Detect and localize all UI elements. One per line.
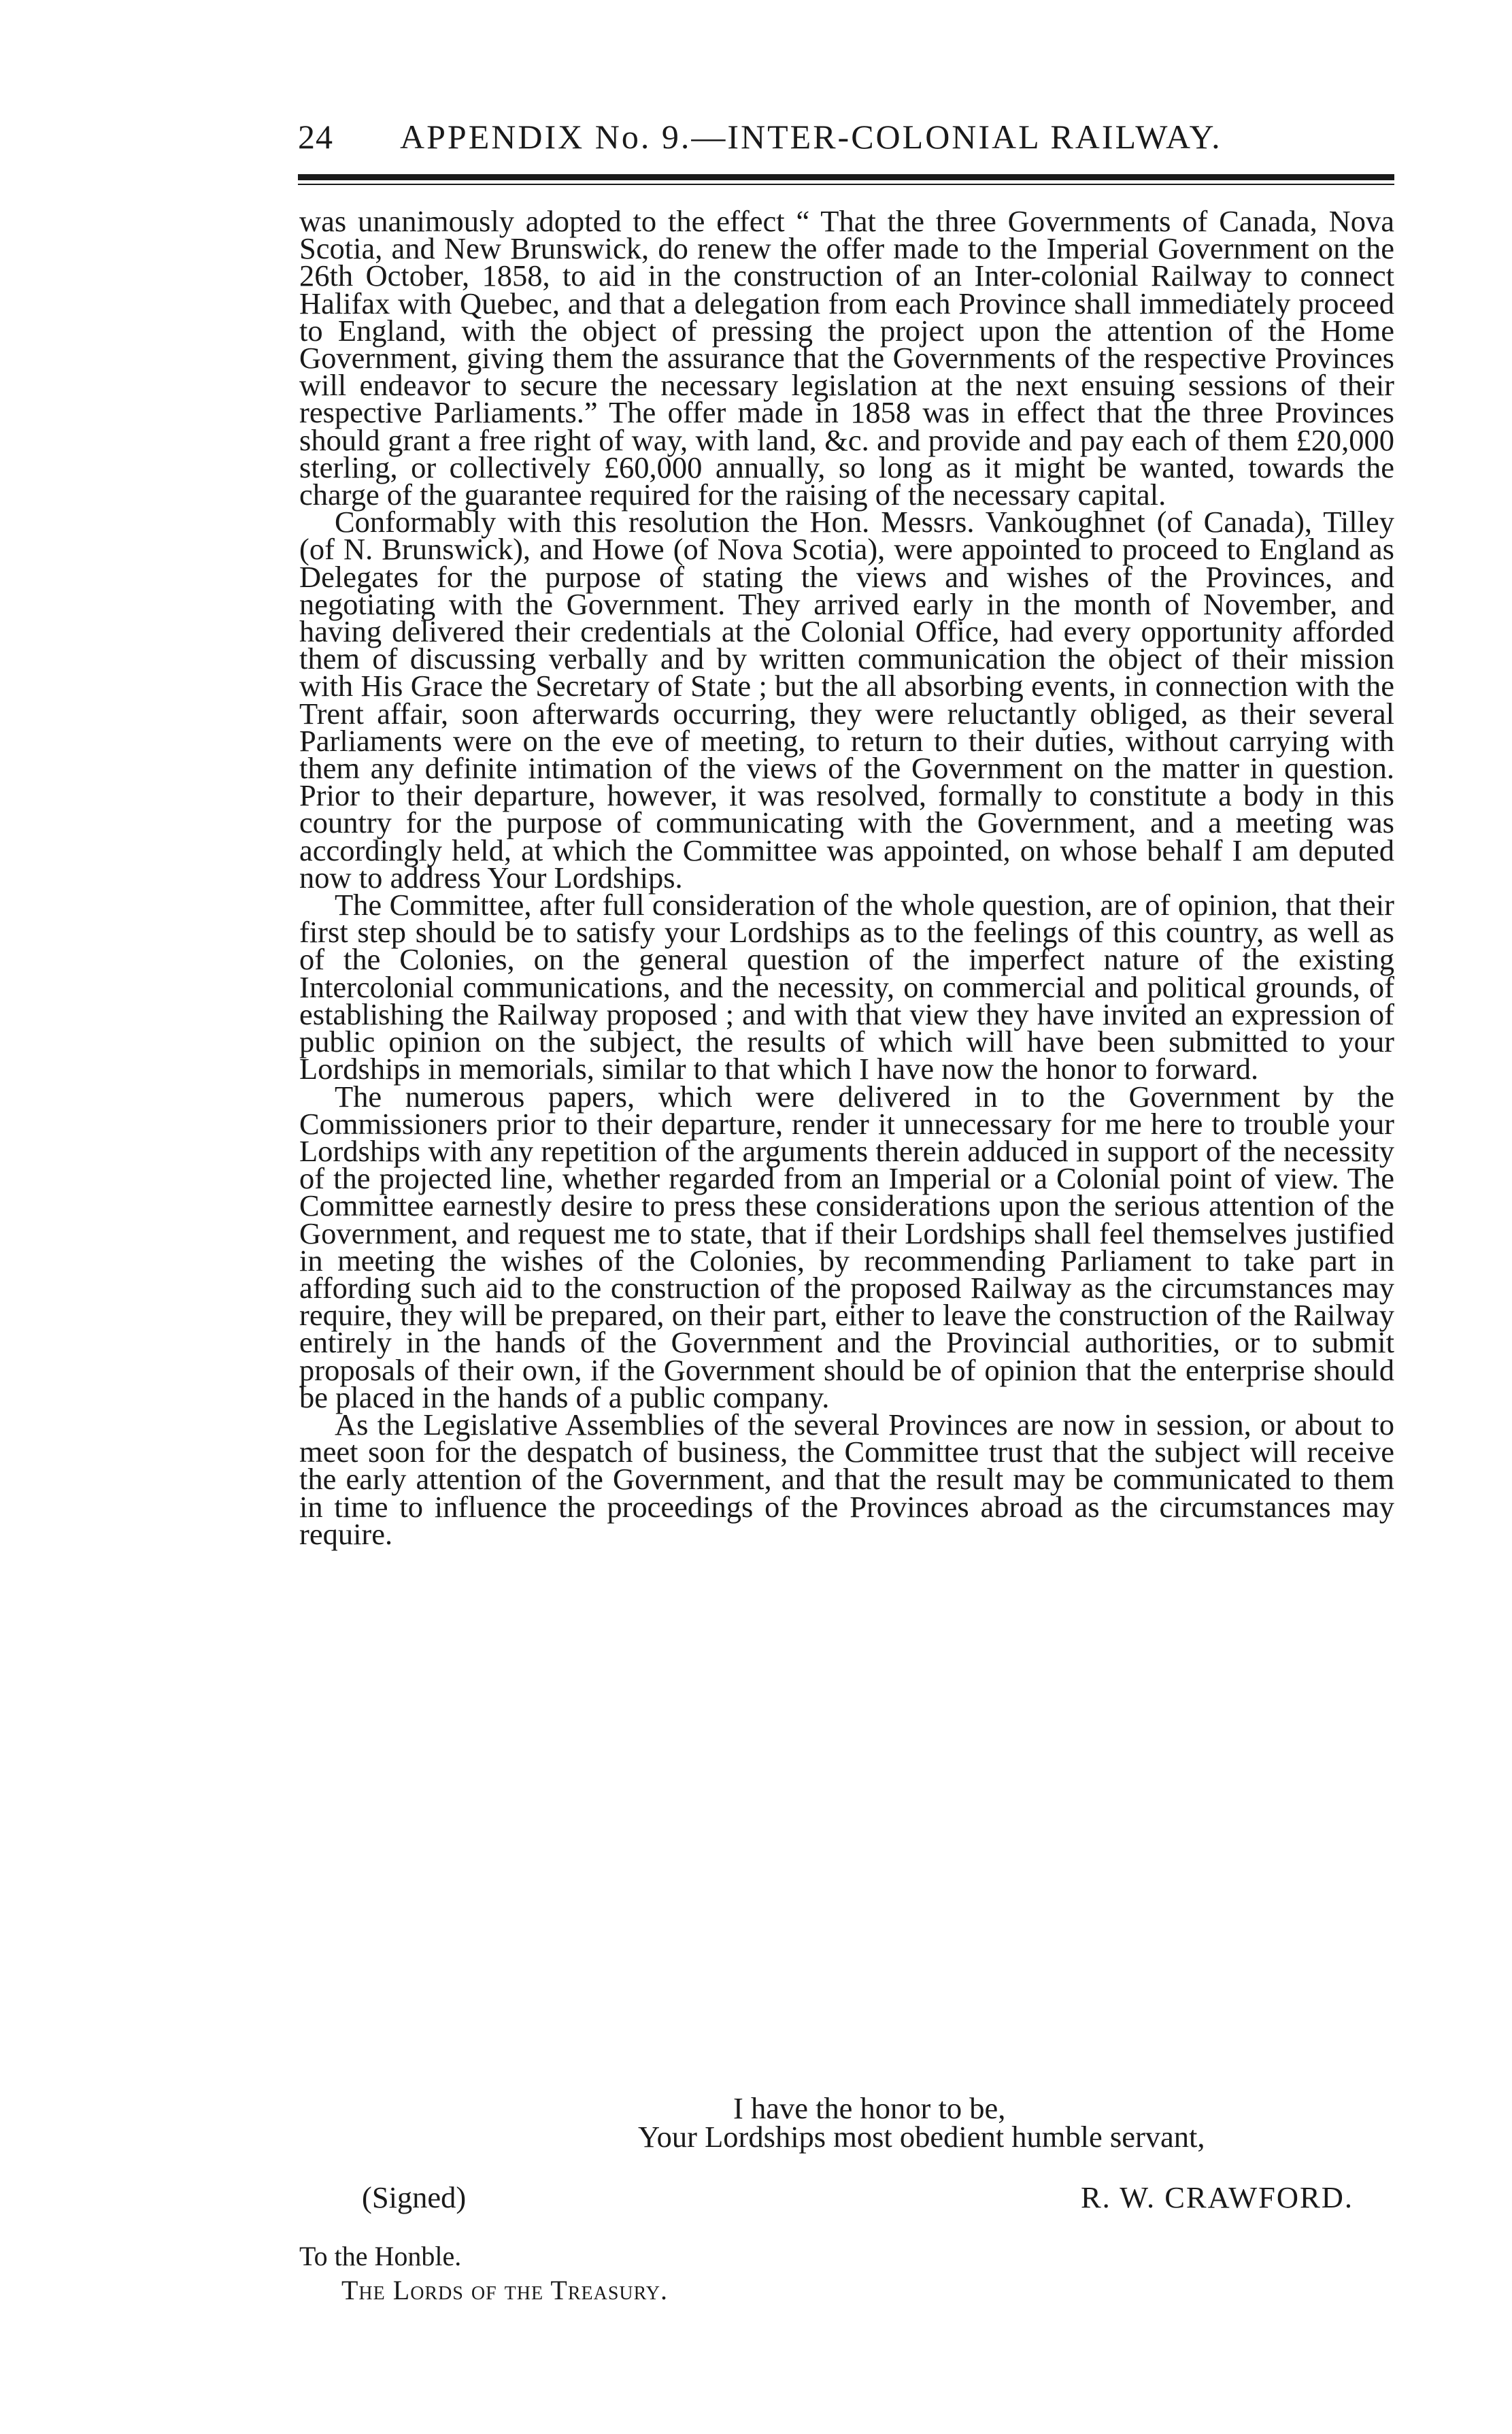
signed-label: (Signed) <box>362 2180 467 2214</box>
addressee-line-1: To the Honble. <box>299 2241 462 2271</box>
paragraph-5: As the Legislative Assemblies of the several Provinces are now in session, or about to meet soon for the despatch of business, the Committee trust that the subject will receive the early attention of the Government, and that the result may be communicated to them in time to influence the proceedings of the Provinces abroad as the circumstances may require. <box>299 1407 1394 1551</box>
page-number: 24 <box>298 118 333 156</box>
paragraph-3: The Committee, after full consideration of the whole question, are of opinion, that their first step should be to satisfy your Lordships as to the feelings of this country, as well as of the Colonies, on the general question of the imperfect nature of the existing Intercolonial communications, and the necessity, on commercial and political grounds, of establishing the Railway proposed ; and with that view they have invited an expression of public opinion on the subject, the results of which will have been submitted to your Lordships in memorials, similar to that which I have now the honor to forward. <box>299 888 1394 1086</box>
addressee-block <box>299 2239 668 2307</box>
paragraph-1: was unanimously adopted to the effect “ That the three Governments of Canada, Nova Scotia, and New Brunswick, do renew the offer made to the Imperial Government on the 26th October, 1858, to aid in the construction of an Inter-colonial Railway to connect Halifax with Quebec, and that a delegation from each Province shall immediately proceed to England, with the object of pressing the project upon the attention of the Home Government, giving them the assurance that the Governments of the respective Provinces will endeavor to secure the necessary legislation at the next ensuing sessions of their respective Parliaments.” The offer made in 1858 was in effect that the three Provinces should grant a free right of way, with land, &c. and provide and pay each of them £20,000 sterling, or collectively £60,000 annually, so long as it might be wanted, towards the charge of the guarantee required for the raising of the necessary capital. <box>299 204 1394 512</box>
paragraph-2: Conformably with this resolution the Hon. Messrs. Vankoughnet (of Canada), Tilley (of N. Brunswick), and Howe (of Nova Scotia), were appointed to proceed to England as Delegates for the purpose of stating the views and wishes of the Provinces, and negotiating with the Government. They arrived early in the month of November, and having delivered their credentials at the Colonial Office, had every opportunity afforded them of discussing verbally and by written communication the object of their mission with His Grace the Secretary of State ; but the all absorbing events, in connection with the Trent affair, soon afterwards occurring, they were reluctantly obliged, as their several Parliaments were on the eve of meeting, to return to their duties, without carrying with them any definite intimation of the views of the Government on the matter in question. Prior to their departure, however, it was resolved, formally to constitute a body in this country for the purpose of communicating with the Government, and a meeting was accordingly held, at which the Committee was appointed, on whose behalf I am deputed now to address Your Lordships. <box>299 505 1394 895</box>
addressee-line-2: The Lords of the Treasury. <box>341 2275 668 2305</box>
signature-block <box>299 2180 1394 2220</box>
header-rule-thin <box>298 184 1394 185</box>
paragraph-4: The numerous papers, which were delivered in to the Government by the Commissioners prior to their departure, render it unnecessary for me here to trouble your Lordships with any repetition of the arguments therein adduced in support of the necessity of the projected line, whether regarded from an Imperial or a Colonial point of view. The Committee earnestly desire to press these considerations upon the serious attention of the Government, and request me to state, that if their Lordships shall feel themselves justified in meeting the wishes of the Colonies, by recommending Parliament to take part in affording such aid to the construction of the proposed Railway as the circumstances may require, they will be prepared, on their part, either to leave the construction of the Railway entirely in the hands of the Government and the Provincial authorities, or to submit proposals of their own, if the Government should be of opinion that the enterprise should be placed in the hands of a public company. <box>299 1079 1394 1414</box>
signer-name: R. W. CRAWFORD. <box>1080 2180 1354 2214</box>
closing-line-1: I have the honor to be, <box>733 2091 1006 2125</box>
closing-line-2: Your Lordships most obedient humble servant, <box>638 2120 1205 2154</box>
page-header <box>298 109 1394 163</box>
header-rule-thick <box>298 174 1394 180</box>
letter-body <box>299 204 1394 1551</box>
running-head: APPENDIX No. 9.—INTER-COLONIAL RAILWAY. <box>400 118 1222 156</box>
